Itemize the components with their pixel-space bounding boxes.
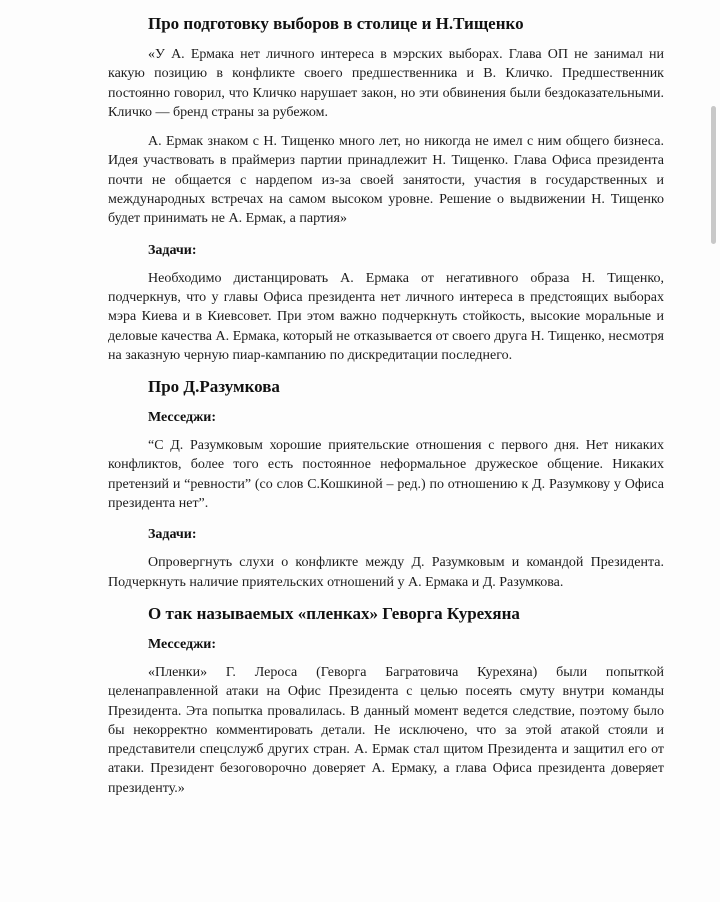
messages-label-tapes: Месседжи: (148, 636, 217, 652)
messages-text-razumkov: “С Д. Разумковым хорошие приятельские отношения с первого дня. Нет никаких конфликтов, более того есть постоянное неформальное дружеское общение. Никаких претензий и “ревности” (со слов С.Кошкиной – ред.) по отношению к Д. Разумкову у Офиса президента нет”. (108, 438, 664, 512)
section-heading-tapes: О так называемых «пленках» Геворга Курехяна (148, 603, 520, 623)
quote-paragraph-1: «У А. Ермака нет личного интереса в мэрских выборах. Глава ОП не занимал ни какую позицию в конфликте своего предшественника и В. Кличко. Предшественник постоянно говорил, что Кличко нарушает закон, но эти обвинения были бездоказательными. Кличко — бренд страны за рубежом. (108, 47, 664, 120)
document-body (108, 12, 664, 798)
tasks-text-elections: Необходимо дистанцировать А. Ермака от негативного образа Н. Тищенко, подчеркнув, что у главы Офиса президента нет личного интереса в предстоящих выборах мэра Киева и в Киевсовет. При этом важно подчеркнуть стойкость, высокие моральные и деловые качества А. Ермака, который не отказывается от своего друга Н. Тищенко, несмотря на заказную черную пиар-кампанию по дискредитации последнего. (108, 270, 664, 363)
tasks-text-razumkov: Опровергнуть слухи о конфликте между Д. Разумковым и командой Президента. Подчеркнуть наличие приятельских отношений у А. Ермака и Д. Разумкова. (108, 555, 664, 590)
section-heading-razumkov: Про Д.Разумкова (148, 377, 280, 397)
quote-paragraph-2: А. Ермак знаком с Н. Тищенко много лет, но никогда не имел с ним общего бизнеса. Идея участвовать в праймериз партии принадлежит Н. Тищенко. Глава Офиса президента почти не общается с нардепом из-за своей занятости, участия в государственных и международных встречах на самом высоком уровне. Решение о выдвижении Н. Тищенко будет принимать не А. Ермак, а партия» (108, 134, 664, 227)
messages-text-tapes: «Пленки» Г. Лероса (Геворга Багратовича Курехяна) были попыткой целенаправленной атаки на Офис Президента с целью посеять смуту внутри команды Президента. Эта попытка провалилась. В данный момент ведется следствие, поэтому было бы некорректно комментировать детали. Не исключено, что за этой атакой стояли и представители спецслужб других стран. А. Ермак стал щитом Президента и защитил его от атаки. Президент безоговорочно доверяет А. Ермаку, а глава Офиса президента доверяет президенту.» (108, 664, 664, 796)
tasks-label-razumkov: Задачи: (148, 527, 197, 543)
scrollbar-thumb[interactable] (711, 106, 716, 244)
tasks-label-elections: Задачи: (148, 242, 197, 258)
messages-label-razumkov: Месседжи: (148, 410, 217, 426)
section-heading-elections: Про подготовку выборов в столице и Н.Тищенко (148, 14, 524, 33)
